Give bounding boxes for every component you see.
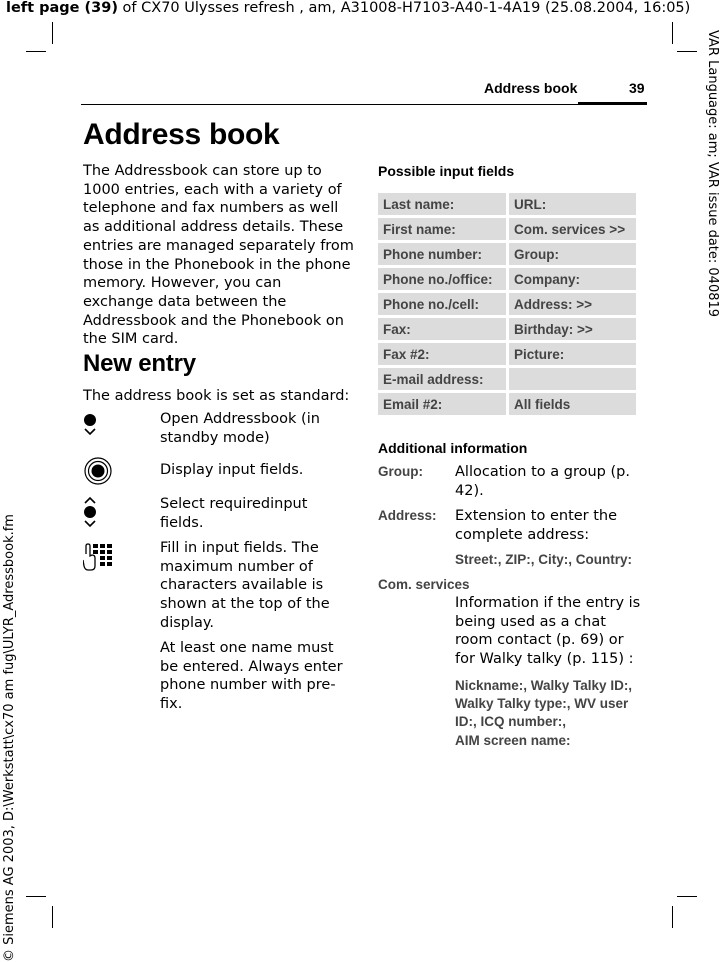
table-row	[378, 218, 636, 240]
page-title: Address book	[83, 118, 280, 151]
table-row	[378, 268, 636, 290]
crop-mark	[26, 896, 46, 897]
print-header-info: of CX70 Ulysses refresh , am, A31008-H7103-A40-1-4A19 (25.08.2004, 16:05)	[117, 0, 691, 16]
step-1-text: Open Addressbook (in standby mode)	[160, 411, 320, 446]
field-cell: Com. services >>	[506, 218, 636, 240]
field-cell: First name:	[378, 218, 506, 240]
standard-text: The address book is set as standard:	[83, 388, 350, 404]
field-cell: E-mail address:	[378, 368, 506, 390]
table-row	[378, 243, 636, 265]
print-header	[6, 0, 690, 16]
table-row	[378, 368, 636, 390]
crop-mark	[677, 896, 697, 897]
table-row	[378, 318, 636, 340]
field-cell: Address: >>	[506, 293, 636, 315]
com-services-field-line: Walky Talky type:, WV user	[455, 696, 629, 711]
field-cell: Picture:	[506, 343, 636, 365]
crop-mark	[52, 22, 53, 44]
com-services-text: Information if the entry is being used as a chat room contact (p. 69) or for Walky talky (p. 115) :	[455, 595, 641, 668]
crop-mark	[26, 51, 46, 52]
field-cell: Group:	[506, 243, 636, 265]
field-cell: Fax:	[378, 318, 506, 340]
center-key-icon	[83, 456, 113, 490]
possible-fields-title: Possible input fields	[378, 163, 515, 179]
address-label: Address:	[378, 508, 437, 523]
com-services-label: Com. services	[378, 577, 470, 592]
nav-updown-icon	[83, 496, 97, 532]
page-number: 39	[629, 80, 645, 96]
field-cell: Phone no./office:	[378, 268, 506, 290]
field-cell: Email #2:	[378, 393, 506, 415]
address-text: Extension to enter the complete address:	[455, 508, 618, 543]
step-3-text: Select requiredinput fields.	[160, 496, 308, 531]
keypad-icon	[83, 542, 115, 576]
crop-mark	[677, 51, 697, 52]
table-row	[378, 343, 636, 365]
table-row	[378, 393, 636, 415]
table-row	[378, 293, 636, 315]
group-text: Allocation to a group (p. 42).	[455, 464, 630, 499]
side-right-text	[702, 30, 722, 930]
section-title-new-entry: New entry	[83, 350, 196, 377]
crop-mark	[672, 22, 673, 44]
side-left-label: © Siemens AG 2003, D:\Werkstatt\cx70 am fug\ULYR_Adressbook.fm	[2, 514, 17, 962]
additional-info-title: Additional information	[378, 440, 528, 456]
input-fields-table	[378, 190, 636, 418]
crop-mark	[52, 906, 53, 928]
field-cell: All fields	[506, 393, 636, 415]
field-cell: Birthday: >>	[506, 318, 636, 340]
field-cell: URL:	[506, 193, 636, 215]
field-cell: Last name:	[378, 193, 506, 215]
field-cell: Phone number:	[378, 243, 506, 265]
field-cell	[506, 368, 636, 390]
crop-mark	[672, 906, 673, 928]
print-header-page: left page (39)	[6, 0, 118, 16]
nav-down-icon	[83, 412, 97, 440]
note-text: At least one name must be entered. Always enter phone number with pre-fix.	[160, 640, 343, 713]
field-cell: Phone no./cell:	[378, 293, 506, 315]
field-cell: Fax #2:	[378, 343, 506, 365]
step-4-text: Fill in input fields. The maximum number of characters available is shown at the top of the display.	[160, 540, 330, 631]
com-services-field-line: AIM screen name:	[455, 733, 571, 748]
header-rule	[81, 104, 647, 105]
running-header-title: Address book	[484, 80, 578, 96]
step-2-text: Display input fields.	[160, 462, 304, 478]
side-right-label: VAR Language: am; VAR issue date: 040819	[705, 30, 720, 318]
com-services-field-line: ID:, ICQ number:,	[455, 714, 566, 729]
group-label: Group:	[378, 464, 423, 479]
com-services-field-line: Nickname:, Walky Talky ID:,	[455, 678, 633, 693]
header-rule-accent	[578, 102, 647, 105]
table-row	[378, 193, 636, 215]
address-fields: Street:, ZIP:, City:, Country:	[455, 552, 633, 567]
intro-paragraph: The Addressbook can store up to 1000 entries, each with a variety of telephone and fax numbers as well as additional address details. These entries are managed separately from those in the Phonebook in the phone memory. However, you can exchange data between the Addressbook and the Phonebook on the SIM card.	[83, 163, 354, 348]
field-cell: Company:	[506, 268, 636, 290]
